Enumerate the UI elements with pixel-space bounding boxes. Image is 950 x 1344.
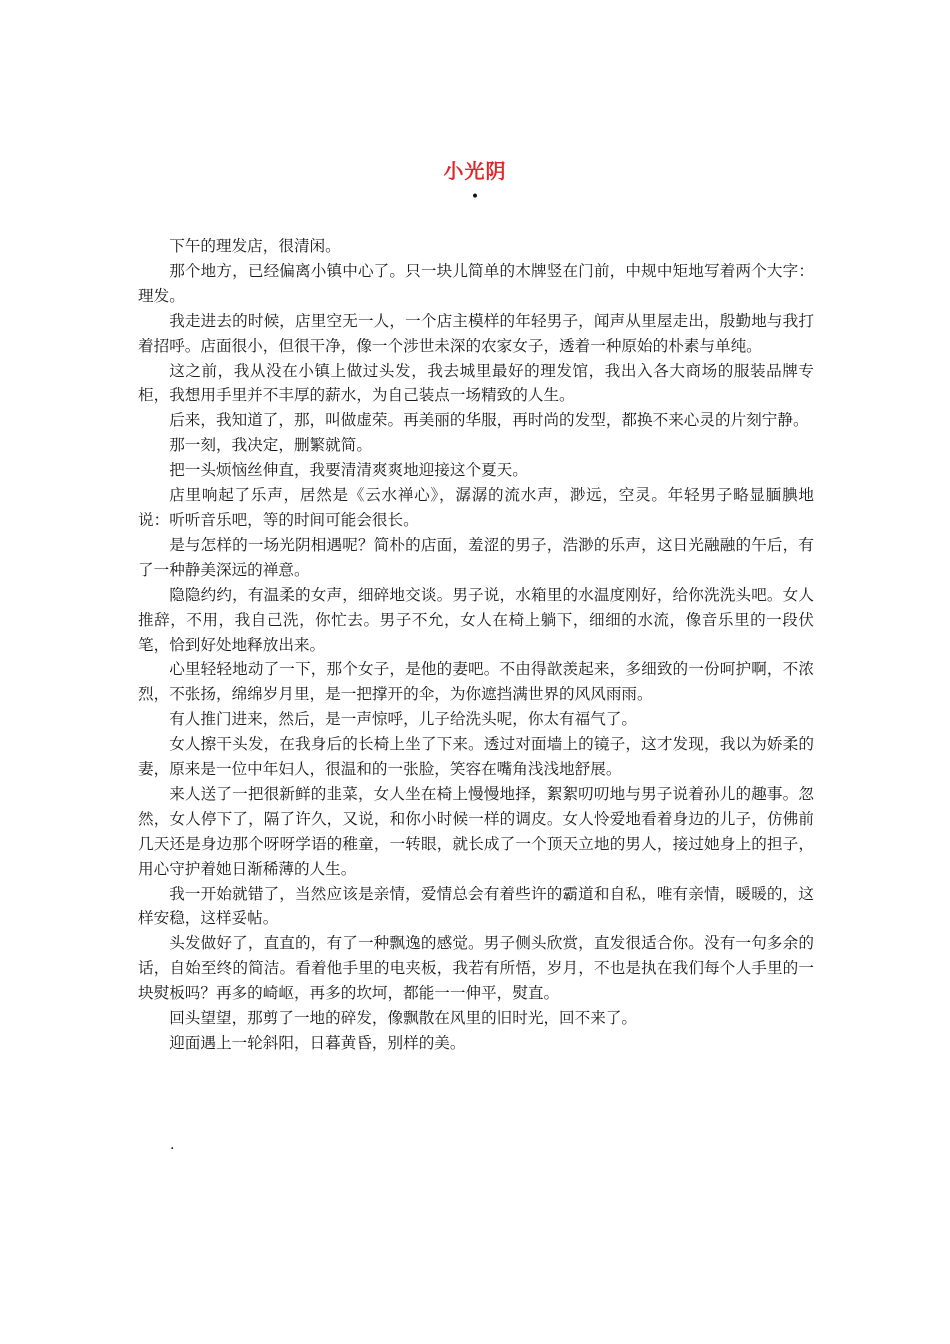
paragraph: 把一头烦恼丝伸直，我要清清爽爽地迎接这个夏天。: [169, 461, 528, 480]
paragraph: 隐隐约约，有温柔的女声，细碎地交谈。男子说，水箱里的水温度刚好，给你洗洗头吧。女人推辞，不用，我自己洗，你忙去。男子不允，女人在椅上躺下，细细的水流，像音乐里的一段伏笔，恰到好处地释放出来。: [138, 585, 814, 654]
paragraph: 那一刻，我决定，删繁就简。: [169, 436, 372, 455]
paragraph: 有人推门进来，然后，是一声惊呼，儿子给洗头呢，你太有福气了。: [169, 710, 638, 729]
paragraph: 迎面遇上一轮斜阳，日暮黄昏，别样的美。: [169, 1034, 466, 1052]
paragraph: 是与怎样的一场光阴相遇呢？简朴的店面，羞涩的男子，浩渺的乐声，这日光融融的午后，有了一种静美深远的禅意。: [138, 535, 814, 579]
paragraph: 这之前，我从没在小镇上做过头发，我去城里最好的理发馆，我出入各大商场的服装品牌专柜，我想用手里并不丰厚的薪水，为自己装点一场精致的人生。: [138, 361, 814, 405]
article-body: [138, 234, 814, 1056]
paragraph: 那个地方，已经偏离小镇中心了。只一块儿简单的木牌竖在门前，中规中矩地写着两个大字：理发。: [138, 261, 814, 305]
paragraph: 心里轻轻地动了一下，那个女子，是他的妻吧。不由得歆羡起来，多细致的一份呵护啊，不浓烈，不张扬，绵绵岁月里，是一把撑开的伞，为你遮挡满世界的风风雨雨。: [138, 660, 814, 704]
paragraph: 回头望望，那剪了一地的碎发，像飘散在风里的旧时光，回不来了。: [169, 1009, 638, 1028]
paragraph: 后来，我知道了，那，叫做虚荣。再美丽的华服，再时尚的发型，都换不来心灵的片刻宁静。: [169, 411, 809, 430]
paragraph: 头发做好了，直直的，有了一种飘逸的感觉。男子侧头欣赏，直发很适合你。没有一句多余的话，自始至终的简洁。看着他手里的电夹板，我若有所悟，岁月，不也是执在我们每个人手里的一块熨板吗？再多的崎岖，再多的坎坷，都能一一伸平，熨直。: [138, 934, 814, 1003]
document-title: 小光阴: [443, 159, 507, 183]
title-bullet-mark: •: [470, 189, 480, 205]
paragraph: 下午的理发店，很清闲。: [169, 237, 341, 255]
paragraph: 来人送了一把很新鲜的韭菜，女人坐在椅上慢慢地择，絮絮叨叨地与男子说着孙儿的趣事。忽然，女人停下了，隔了许久，又说，和你小时候一样的调皮。女人怜爱地看着身边的儿子，仿佛前几天还是身边那个呀呀学语的稚童，一转眼，就长成了一个顶天立地的男人，接过她身上的担子，用心守护着她日渐稀薄的人生。: [138, 784, 814, 878]
paragraph: 我一开始就错了，当然应该是亲情，爱情总会有着些许的霸道和自私，唯有亲情，暖暖的，这样安稳，这样妥帖。: [138, 884, 814, 928]
paragraph: 女人擦干头发，在我身后的长椅上坐了下来。透过对面墙上的镜子，这才发现，我以为娇柔的妻，原来是一位中年妇人，很温和的一张脸，笑容在嘴角浅浅地舒展。: [138, 735, 814, 779]
paragraph: 我走进去的时候，店里空无一人，一个店主模样的年轻男子，闻声从里屋走出，殷勤地与我打着招呼。店面很小，但很干净，像一个涉世未深的农家女子，透着一种原始的朴素与单纯。: [138, 311, 814, 355]
end-mark: .: [170, 1137, 175, 1153]
paragraph: 店里响起了乐声，居然是《云水禅心》，潺潺的流水声，渺远，空灵。年轻男子略显腼腆地说：听听音乐吧，等的时间可能会很长。: [138, 486, 814, 529]
